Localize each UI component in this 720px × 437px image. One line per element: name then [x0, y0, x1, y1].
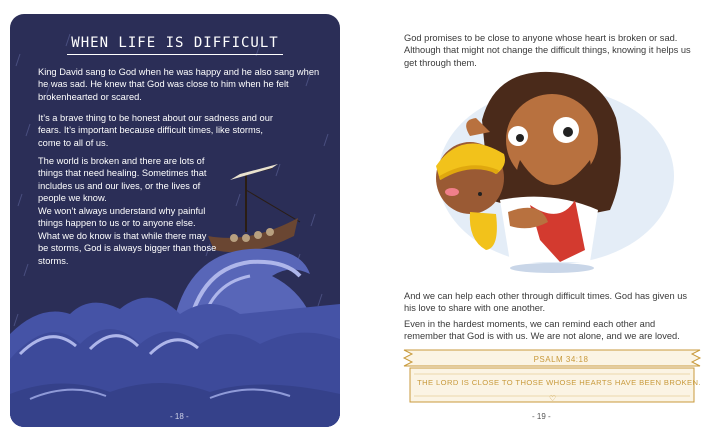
right-paragraph-2: And we can help each other through difficult times. God has given us his love to share with one another.	[404, 291, 688, 314]
heart-icon: ♡	[549, 394, 557, 403]
page-title: WHEN LIFE IS DIFFICULT	[67, 35, 282, 55]
psalm-verse: THE LORD IS CLOSE TO THOSE WHOSE HEARTS HAVE BEEN BROKEN.	[417, 378, 701, 387]
left-paragraph-4: We won’t always understand why painful things happen to us or to anyone else. What we do know is that while there may be storms, God is always bigger than those storms.	[38, 206, 217, 266]
left-page-number: - 18 -	[170, 412, 189, 421]
left-paragraph-3: The world is broken and there are lots of things that need healing. Sometimes that includes us and our lives, or the lives of people we know.	[38, 156, 207, 204]
right-page-number: - 19 -	[532, 412, 551, 421]
psalm-reference: PSALM 34:18	[533, 355, 589, 364]
left-paragraph-1: King David sang to God when he was happy and he also sang when he was sad. He knew that God was close to him when he felt brokenhearted or scared.	[38, 67, 320, 102]
right-paragraph-1: God promises to be close to anyone whose heart is broken or sad. Although that might not change the difficult things, knowing it helps us get through them.	[404, 33, 691, 68]
left-paragraph-2: It’s a brave thing to be honest about our sadness and our fears. It’s important because difficult times, like storms, come to all of us.	[38, 113, 273, 148]
right-paragraph-3: Even in the hardest moments, we can remind each other and remember that God is with us. We are not alone, and we are loved.	[404, 319, 680, 342]
